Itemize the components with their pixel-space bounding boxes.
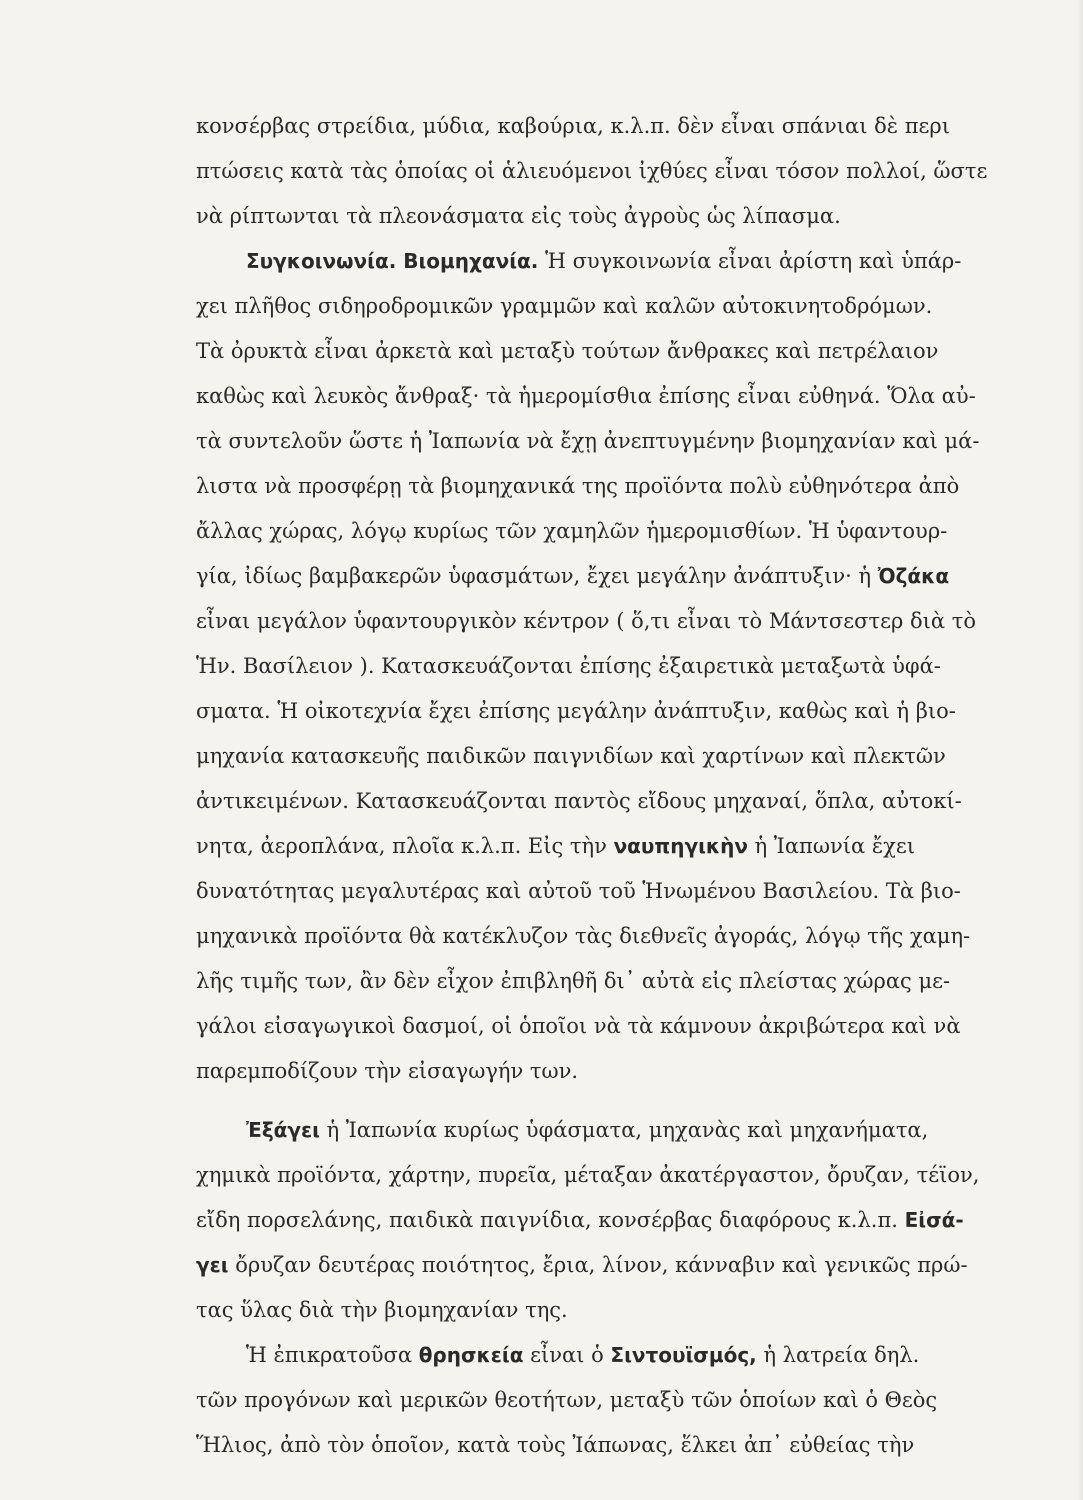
text-line: Τὰ ὀρυκτὰ εἶναι ἀρκετὰ καὶ μεταξὺ τούτων ἄνθρακες καὶ πετρέλαιον	[196, 339, 939, 363]
text-line: δυνατότητας μεγαλυτέρας καὶ αὐτοῦ τοῦ Ἡνωμένου Βασιλείου. Τὰ βιο-	[196, 879, 961, 903]
emphasis-shipbuilding: ναυπηγικὴν	[613, 834, 748, 858]
text-line: τὰ συντελοῦν ὥστε ἡ Ἰαπωνία νὰ ἔχῃ ἀνεπτυγμένην βιομηχανίαν καὶ μά-	[196, 429, 980, 453]
emphasis-exports: Ἐξάγει	[246, 1118, 320, 1142]
text-line: καθὼς καὶ λευκὸς ἄνθραξ· τὰ ἡμερομίσθια ἐπίσης εἶναι εὐθηνά. Ὅλα αὐ-	[196, 384, 976, 408]
heading-communication-industry: Συγκοινωνία. Βιομηχανία.	[246, 249, 539, 273]
text-line: νητα, ἀεροπλάνα, πλοῖα κ.λ.π. Εἰς τὴν ναυπηγικὴν ἡ Ἰαπωνία ἔχει	[196, 834, 915, 858]
page-edge-shadow	[1077, 0, 1083, 1500]
text-line: λῆς τιμῆς των, ἂν δὲν εἶχον ἐπιβληθῆ δι᾽ αὐτὰ εἰς πλείστας χώρας με-	[196, 969, 951, 993]
text-line: εἴδη πορσελάνης, παιδικὰ παιγνίδια, κονσέρβας διαφόρους κ.λ.π. Εἰσά-	[196, 1208, 964, 1232]
text-line: πτώσεις κατὰ τὰς ὁποίας οἱ ἁλιευόμενοι ἰχθύες εἶναι τόσον πολλοί, ὥστε	[196, 159, 988, 183]
emphasis-osaka: Ὀζάκα	[877, 564, 950, 588]
text-line: Ἡν. Βασίλειον ). Κατασκευάζονται ἐπίσης ἐξαιρετικὰ μεταξωτὰ ὑφά-	[196, 654, 941, 678]
text-line: γάλοι εἰσαγωγικοὶ δασμοί, οἱ ὁποῖοι νὰ τὰ κάμνουν ἀκριβώτερα καὶ νὰ	[196, 1014, 961, 1038]
text-line: γει ὄρυζαν δευτέρας ποιότητος, ἔρια, λίνον, κάνναβιν καὶ γενικῶς πρώ-	[196, 1253, 968, 1277]
text-line: ἀντικειμένων. Κατασκευάζονται παντὸς εἴδους μηχαναί, ὅπλα, αὐτοκί-	[196, 789, 962, 813]
text-line: εἶναι μεγάλον ὑφαντουργικὸν κέντρον ( ὅ,τι εἶναι τὸ Μάντσεστερ διὰ τὸ	[196, 609, 976, 633]
section-heading-line: Συγκοινωνία. Βιομηχανία. Ἡ συγκοινωνία εἶναι ἀρίστη καὶ ὑπάρ-	[246, 249, 962, 273]
text-line: τας ὕλας διὰ τὴν βιομηχανίαν της.	[196, 1298, 568, 1322]
text-line: Ἥλιος, ἀπὸ τὸν ὁποῖον, κατὰ τοὺς Ἰάπωνας, ἕλκει ἀπ᾽ εὐθείας τὴν	[196, 1433, 915, 1457]
text-line: μηχανία κατασκευῆς παιδικῶν παιγνιδίων καὶ χαρτίνων καὶ πλεκτῶν	[196, 744, 946, 768]
text-line: λιστα νὰ προσφέρῃ τὰ βιομηχανικά της προϊόντα πολὺ εὐθηνότερα ἀπὸ	[196, 474, 960, 498]
text-line: τῶν προγόνων καὶ μερικῶν θεοτήτων, μεταξὺ τῶν ὁποίων καὶ ὁ Θεὸς	[196, 1388, 938, 1412]
text-line: μηχανικὰ προϊόντα θὰ κατέκλυζον τὰς διεθνεῖς ἀγοράς, λόγῳ τῆς χαμη-	[196, 924, 971, 948]
text-line: παρεμποδίζουν τὴν εἰσαγωγήν των.	[196, 1059, 579, 1083]
text-line: Ἐξάγει ἡ Ἰαπωνία κυρίως ὑφάσματα, μηχανὰς καὶ μηχανήματα,	[246, 1118, 929, 1142]
text-line: γία, ἰδίως βαμβακερῶν ὑφασμάτων, ἔχει μεγάλην ἀνάπτυξιν· ἡ Ὀζάκα	[196, 564, 950, 588]
text-line: κονσέρβας στρείδια, μύδια, καβούρια, κ.λ.π. δὲν εἶναι σπάνιαι δὲ περι	[196, 114, 950, 138]
text-line: ἄλλας χώρας, λόγῳ κυρίως τῶν χαμηλῶν ἡμερομισθίων. Ἡ ὑφαντουρ-	[196, 519, 948, 543]
emphasis-imports-cont: γει	[196, 1253, 229, 1277]
text-line: σματα. Ἡ οἰκοτεχνία ἔχει ἐπίσης μεγάλην ἀνάπτυξιν, καθὼς καὶ ἡ βιο-	[196, 699, 956, 723]
emphasis-religion: θρησκεία	[418, 1343, 524, 1367]
emphasis-imports: Εἰσά-	[904, 1208, 964, 1232]
text-line: Ἡ ἐπικρατοῦσα θρησκεία εἶναι ὁ Σιντουϊσμός, ἡ λατρεία δηλ.	[246, 1343, 920, 1367]
emphasis-shintoism: Σιντουϊσμός,	[610, 1343, 757, 1367]
text-line: νὰ ρίπτωνται τὰ πλεονάσματα εἰς τοὺς ἀγροὺς ὡς λίπασμα.	[196, 204, 841, 228]
text-line: χει πλῆθος σιδηροδρομικῶν γραμμῶν καὶ καλῶν αὐτοκινητοδρόμων.	[196, 294, 933, 318]
text-line: χημικὰ προϊόντα, χάρτην, πυρεῖα, μέταξαν ἀκατέργαστον, ὄρυζαν, τέϊον,	[196, 1163, 980, 1187]
